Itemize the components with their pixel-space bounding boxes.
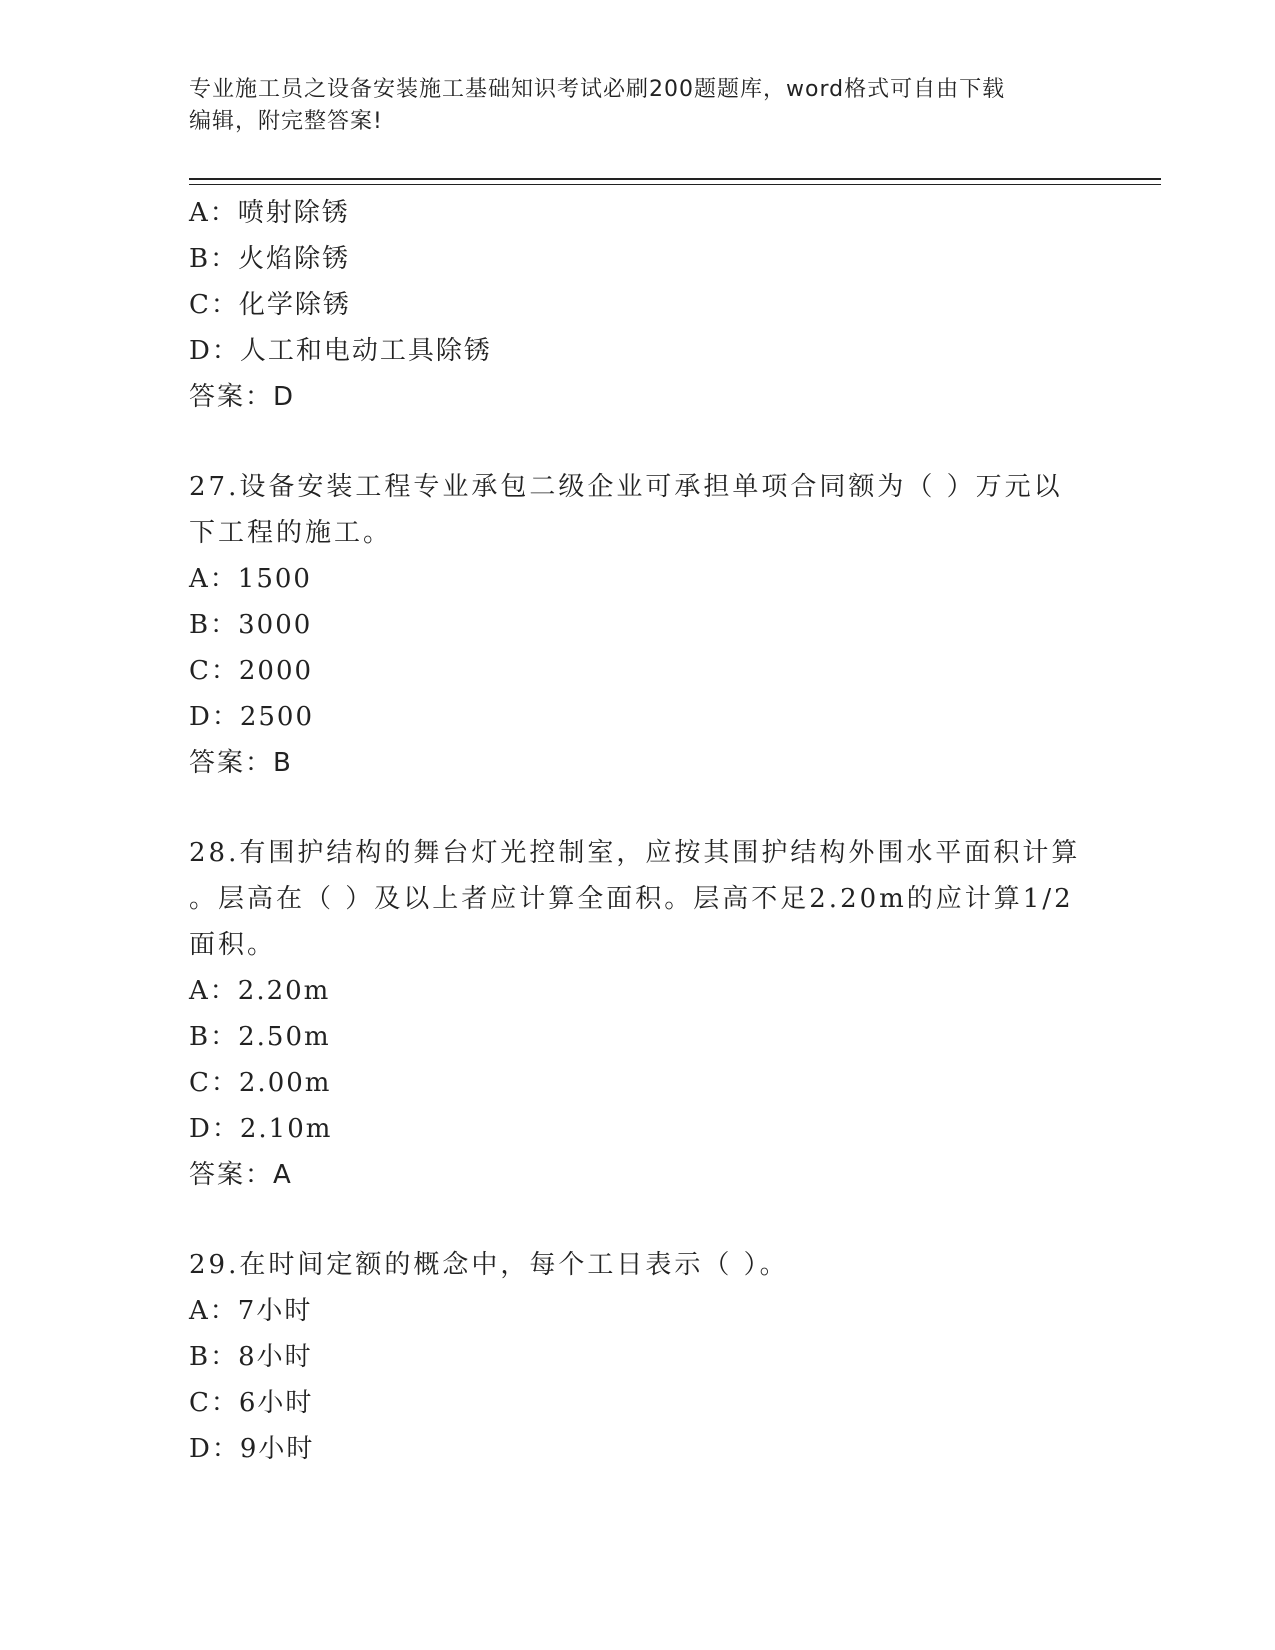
option-a: A：1500 [189, 564, 312, 594]
option-c: C：6小时 [189, 1388, 314, 1418]
option-c: C：2000 [189, 656, 314, 686]
option-d: D：2.10m [189, 1114, 333, 1144]
question-26 [189, 190, 1089, 420]
question-text-line: 28.有围护结构的舞台灯光控制室，应按其围护结构外围水平面积计算 [189, 838, 1081, 868]
header-rule-thick [189, 178, 1161, 180]
option-c: C：2.00m [189, 1068, 332, 1098]
question-text-line: 。层高在（ ）及以上者应计算全面积。层高不足2.20m的应计算1/2 [189, 884, 1074, 914]
question-27 [189, 464, 1089, 786]
answer: 答案：B [189, 748, 293, 778]
question-list [189, 190, 1089, 1472]
question-text-line: 下工程的施工。 [189, 518, 393, 548]
option-d: D：人工和电动工具除锈 [189, 336, 492, 366]
option-d: D：9小时 [189, 1434, 315, 1464]
question-text-line: 27.设备安装工程专业承包二级企业可承担单项合同额为（ ）万元以 [189, 472, 1063, 502]
option-b: B：2.50m [189, 1022, 331, 1052]
option-b: B：3000 [189, 610, 313, 640]
question-28 [189, 830, 1089, 1198]
option-b: B：8小时 [189, 1342, 313, 1372]
document-header [189, 74, 1069, 138]
answer: 答案：A [189, 1160, 293, 1190]
option-a: A：喷射除锈 [189, 198, 350, 228]
option-a: A：2.20m [189, 976, 331, 1006]
question-text-line: 面积。 [189, 930, 277, 960]
option-a: A：7小时 [189, 1296, 313, 1326]
option-b: B：火焰除锈 [189, 244, 351, 274]
header-line-2: 编辑，附完整答案! [189, 109, 383, 134]
question-text-line: 29.在时间定额的概念中，每个工日表示（ ）。 [189, 1250, 789, 1280]
header-line-1: 专业施工员之设备安装施工基础知识考试必刷200题题库，word格式可自由下载 [189, 77, 1006, 102]
question-29 [189, 1242, 1089, 1472]
answer: 答案：D [189, 382, 296, 412]
option-c: C：化学除锈 [189, 290, 351, 320]
header-rule-thin [189, 184, 1161, 185]
option-d: D：2500 [189, 702, 315, 732]
